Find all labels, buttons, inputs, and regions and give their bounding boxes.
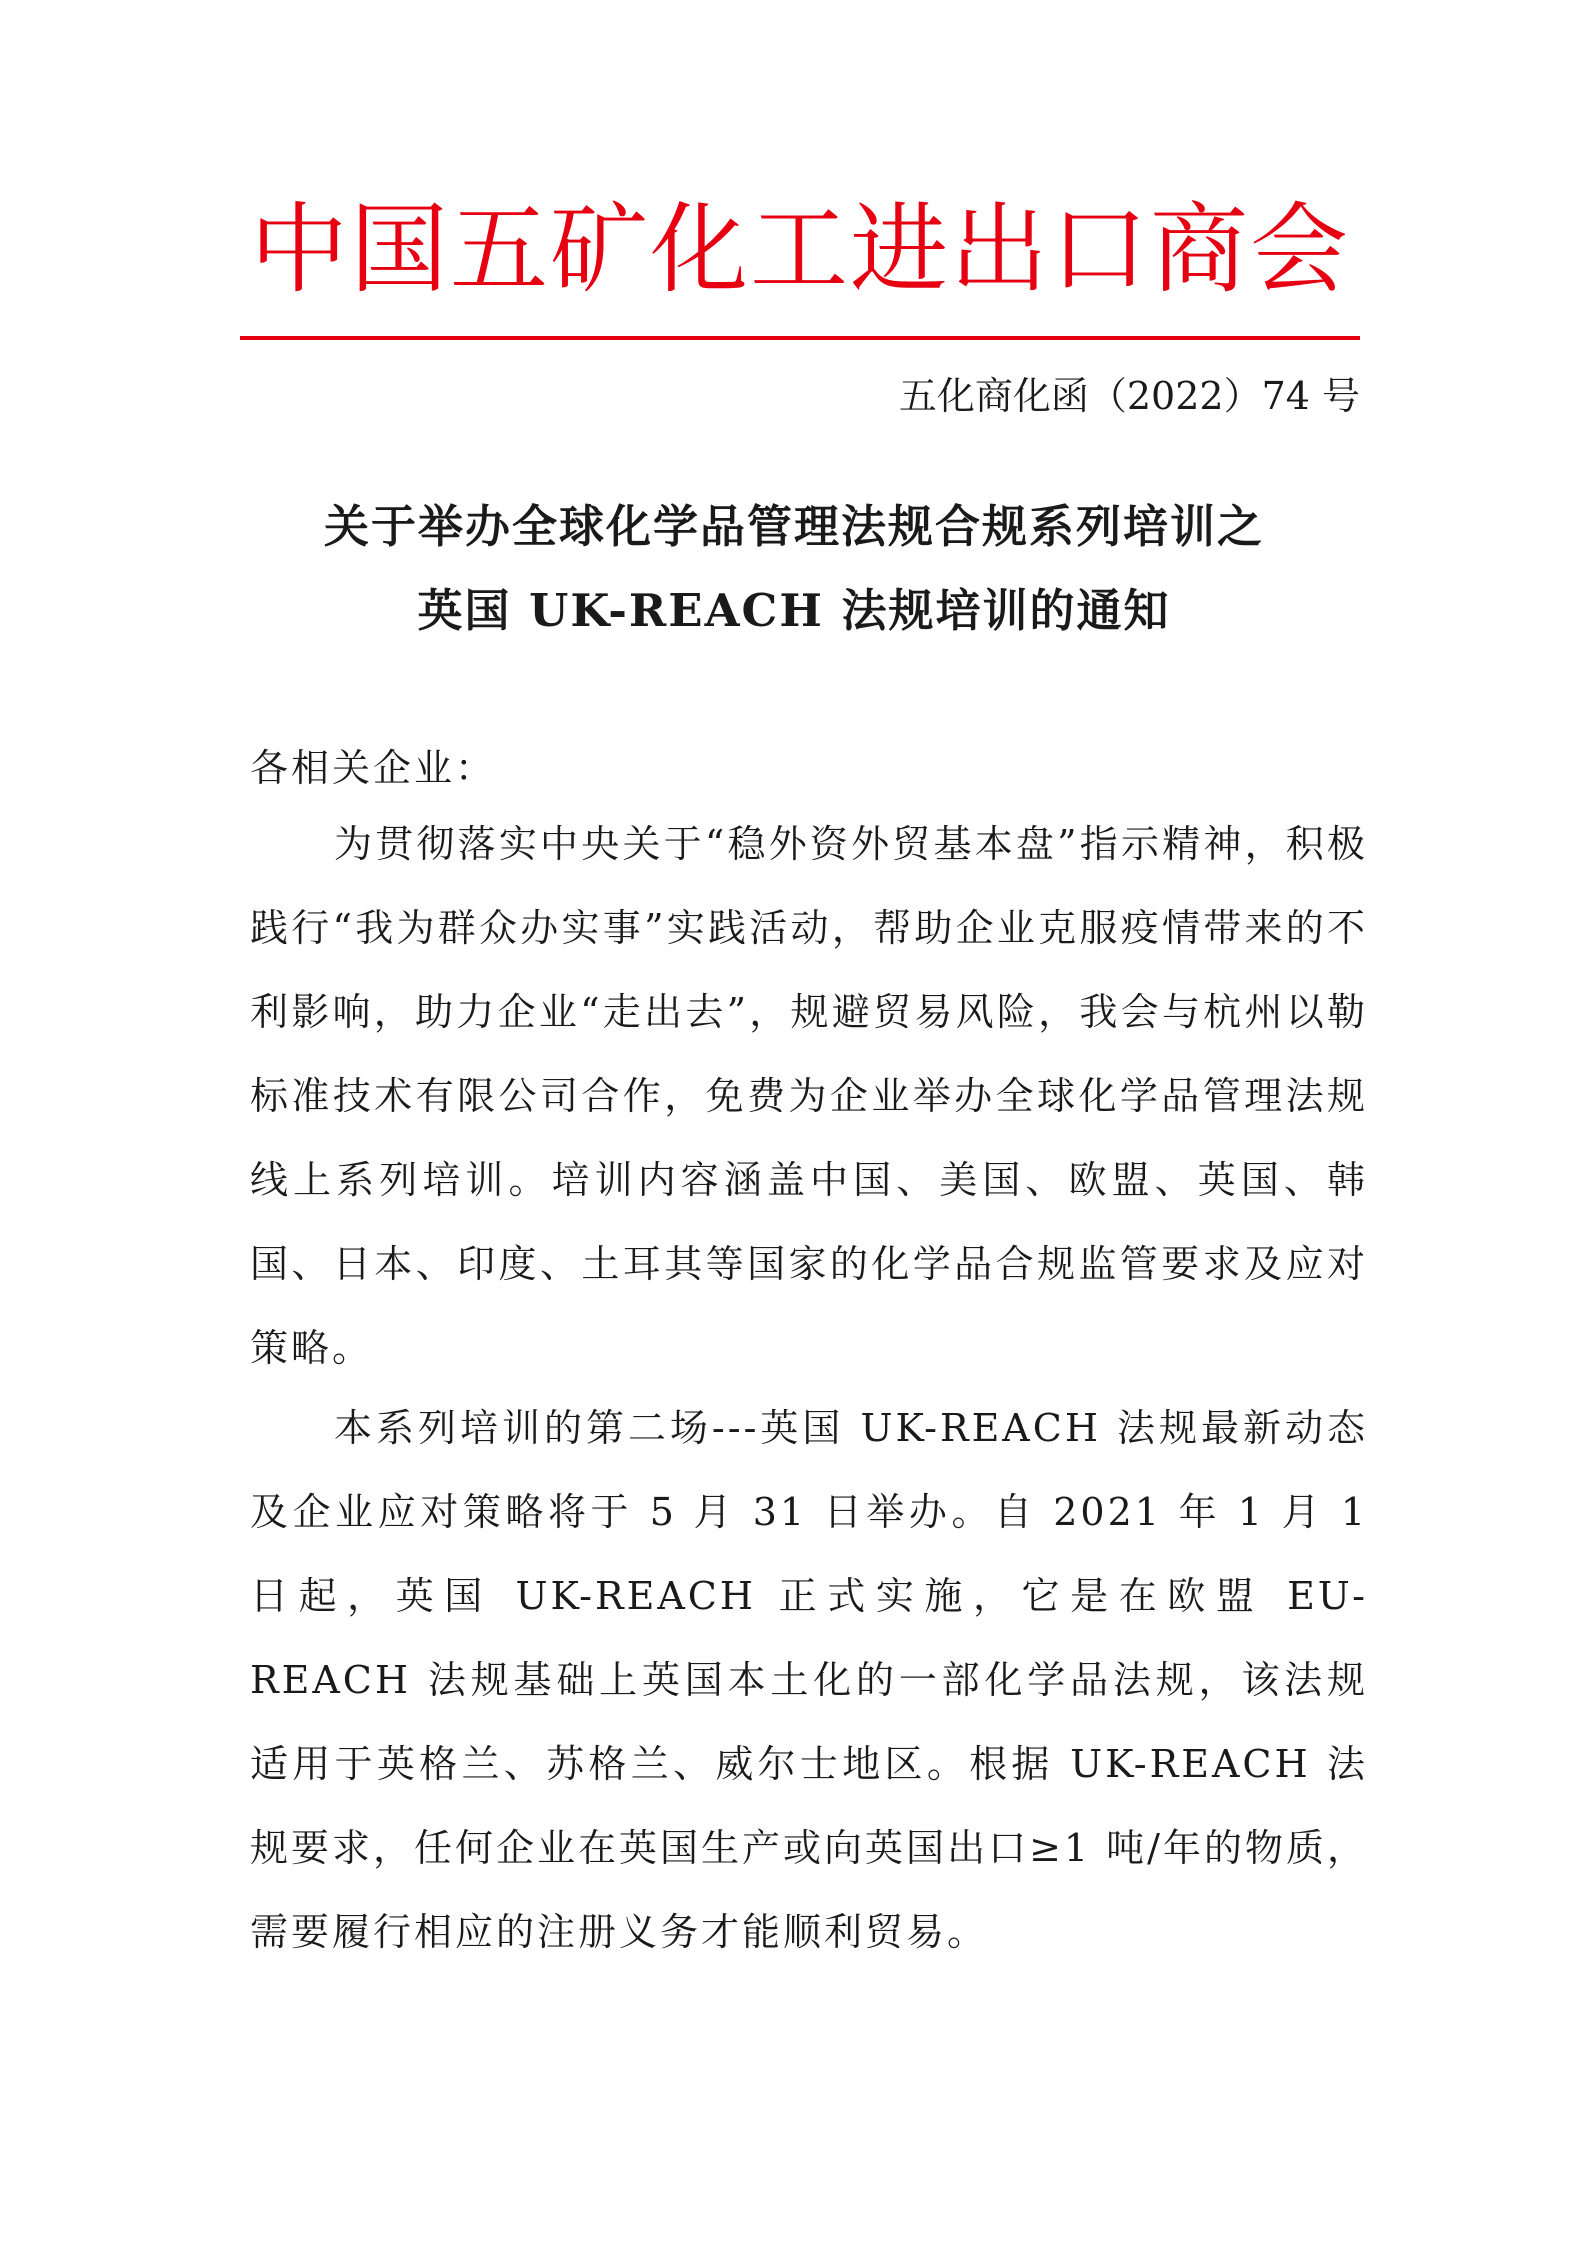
salutation: 各相关企业： (250, 746, 497, 790)
body-paragraph-1: 为贯彻落实中央关于“稳外资外贸基本盘”指示精神，积极践行“我为群众办实事”实践活动，帮助企业克服疫情带来的不利影响，助力企业“走出去”，规避贸易风险，我会与杭州以勒标准技术有限公司合作，免费为企业举办全球化学品管理法规线上系列培训。培训内容涵盖中国、美国、欧盟、英国、韩国、日本、印度、土耳其等国家的化学品合规监管要求及应对策略。 (250, 822, 1368, 1370)
body-paragraph-2: 本系列培训的第二场---英国 UK-REACH 法规最新动态及企业应对策略将于 5 月 31 日举办。自 2021 年 1 月 1 日起，英国 UK-REACH 正式实施，它是在欧盟 EU-REACH 法规基础上英国本土化的一部化学品法规，该法规适用于英格兰、苏格兰、威尔士地区。根据 UK-REACH 法规要求，任何企业在英国生产或向英国出口≥1 吨/年的物质，需要履行相应的注册义务才能顺利贸易。 (250, 1406, 1368, 1954)
letterhead-org-name: 中国五矿化工进出口商会 (249, 193, 1350, 307)
document-title-line-2: 英国 UK-REACH 法规培训的通知 (417, 584, 1171, 637)
document-number: 五化商化函（2022）74 号 (898, 374, 1360, 418)
letterhead-red-rule (240, 336, 1360, 340)
document-title-line-1: 关于举办全球化学品管理法规合规系列培训之 (323, 500, 1264, 553)
